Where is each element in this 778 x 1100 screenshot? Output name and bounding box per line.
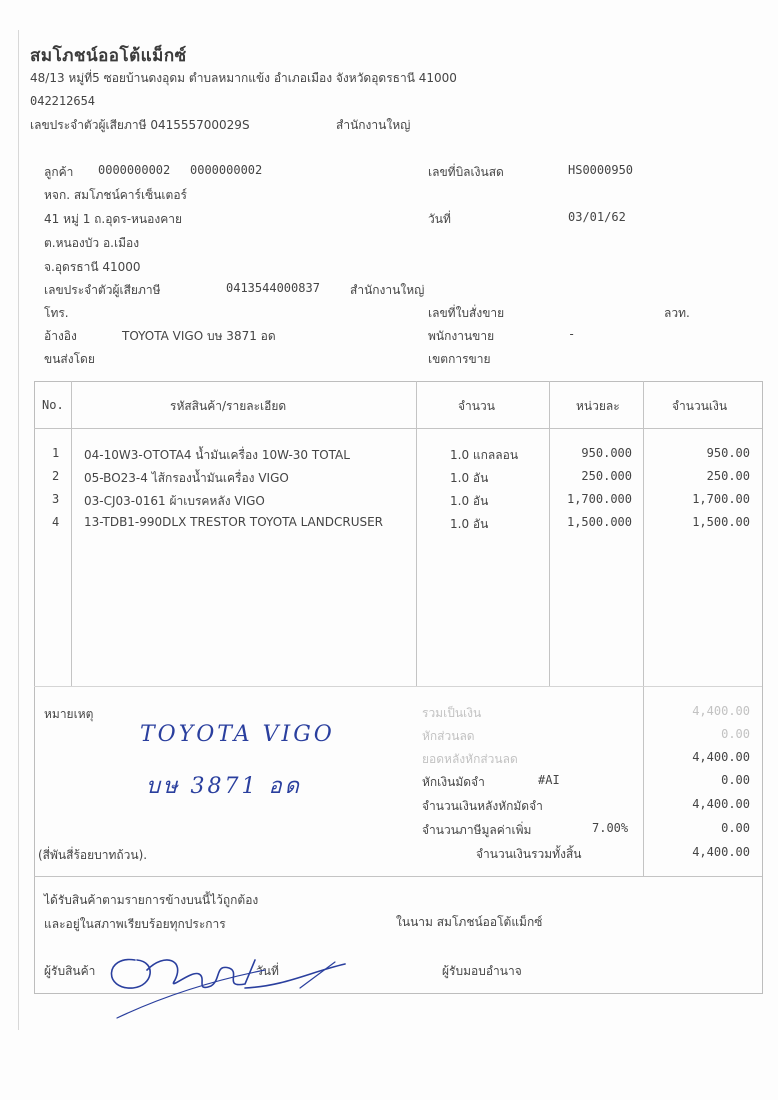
row-unit-price: 250.000: [581, 469, 632, 483]
on-behalf-of: ในนาม สมโภชน์ออโต้แม็กซ์: [396, 915, 543, 929]
header-quantity: จำนวน: [458, 399, 495, 413]
invoice-date: 03/01/62: [568, 210, 626, 224]
paper-edge: [18, 30, 19, 1030]
row-amount: 1,700.00: [692, 492, 750, 506]
receiver-signature: [95, 930, 365, 1025]
after-deposit-label: จำนวนเงินหลังหักมัดจำ: [422, 799, 543, 813]
deposit-code: #AI: [538, 773, 560, 787]
customer-code-2: 0000000002: [190, 163, 263, 177]
col-divider-qty: [549, 381, 550, 686]
row-quantity: 1.0 อัน: [450, 494, 489, 508]
row-no: 4: [52, 515, 60, 529]
receiver-date-label: วันที่: [256, 964, 279, 978]
company-address: 48/13 หมู่ที่5 ซอยบ้านดงอุดม ตำบลหมากแข้ง อำเภอเมือง จังหวัดอุดรธานี 41000: [30, 71, 457, 85]
row-amount: 250.00: [706, 469, 750, 483]
customer-branch: สำนักงานใหญ่: [350, 283, 425, 297]
deposit-value: 0.00: [721, 773, 750, 787]
handwritten-model: TOYOTA VIGO: [140, 722, 335, 747]
customer-address-2: ต.หนองบัว อ.เมือง: [44, 236, 140, 250]
total-label: รวมเป็นเงิน: [422, 706, 482, 720]
bill-no: HS0000950: [568, 163, 634, 177]
received-line-1: ได้รับสินค้าตามรายการข้างบนนี้ไว้ถูกต้อง: [44, 893, 259, 907]
vat-label: จำนวนภาษีมูลค่าเพิ่ม: [422, 823, 532, 837]
received-line-2: และอยู่ในสภาพเรียบร้อยทุกประการ: [44, 917, 226, 931]
customer-name: หจก. สมโภชน์คาร์เซ็นเตอร์: [44, 188, 187, 202]
salesperson-label: พนักงานขาย: [428, 329, 495, 343]
col-divider-no: [71, 381, 72, 686]
row-amount: 950.00: [706, 446, 750, 460]
row-description: 04-10W3-OTOTA4 น้ำมันเครื่อง 10W-30 TOTAL: [84, 448, 350, 462]
row-unit-price: 950.000: [581, 446, 632, 460]
amount-in-words: (สี่พันสี่ร้อยบาทถ้วน).: [38, 848, 148, 862]
row-description: 05-BO23-4 ไส้กรองน้ำมันเครื่อง VIGO: [84, 471, 289, 485]
reference-value: TOYOTA VIGO บษ 3871 อด: [122, 329, 276, 343]
company-name: สมโภชน์ออโต้แม็กซ์: [30, 46, 187, 66]
customer-address-1: 41 หมู่ 1 ถ.อุดร-หนองคาย: [44, 212, 182, 226]
after-discount-label: ยอดหลังหักส่วนลด: [422, 752, 518, 766]
discount-label: หักส่วนลด: [422, 729, 475, 743]
date-label: วันที่: [428, 212, 451, 226]
deposit-label: หักเงินมัดจำ: [422, 775, 485, 789]
customer-phone-label: โทร.: [44, 306, 69, 320]
sales-area-label: เขตการขาย: [428, 352, 491, 366]
shipping-label: ขนส่งโดย: [44, 352, 95, 366]
handwritten-plate: บษ 3871 อด: [146, 774, 302, 799]
row-description: 13-TDB1-990DLX TRESTOR TOYOTA LANDCRUSER: [84, 515, 384, 529]
customer-tax-label: เลขประจำตัวผู้เสียภาษี: [44, 283, 161, 297]
row-no: 3: [52, 492, 60, 506]
row-amount: 1,500.00: [692, 515, 750, 529]
header-unit-price: หน่วยละ: [576, 399, 620, 413]
discount-value: 0.00: [721, 727, 750, 741]
receiver-label: ผู้รับสินค้า: [44, 964, 96, 978]
grand-total-value: 4,400.00: [692, 845, 750, 859]
vat-rate: 7.00%: [592, 821, 629, 835]
col-divider-desc: [416, 381, 417, 686]
row-quantity: 1.0 แกลลอน: [450, 448, 519, 462]
header-no: No.: [42, 398, 64, 412]
header-amount: จำนวนเงิน: [672, 399, 728, 413]
salesperson-value: -: [568, 327, 576, 341]
after-deposit-value: 4,400.00: [692, 797, 750, 811]
authorized-label: ผู้รับมอบอำนาจ: [442, 964, 522, 978]
row-quantity: 1.0 อัน: [450, 517, 489, 531]
customer-address-3: จ.อุดรธานี 41000: [44, 260, 141, 274]
sales-order-value: ลวท.: [664, 306, 690, 320]
row-unit-price: 1,700.000: [566, 492, 632, 506]
row-no: 1: [52, 446, 60, 460]
total-value: 4,400.00: [692, 704, 750, 718]
remark-label: หมายเหตุ: [44, 707, 94, 721]
customer-code-1: 0000000002: [98, 163, 171, 177]
vat-value: 0.00: [721, 821, 750, 835]
sales-order-label: เลขที่ใบสั่งขาย: [428, 306, 505, 320]
customer-label: ลูกค้า: [44, 165, 74, 179]
row-unit-price: 1,500.000: [566, 515, 632, 529]
company-branch: สำนักงานใหญ่: [336, 118, 411, 132]
summary-rule: [34, 876, 762, 877]
table-header-rule: [34, 428, 762, 429]
grand-total-label: จำนวนเงินรวมทั้งสิ้น: [476, 847, 582, 861]
col-divider-unit: [643, 381, 644, 876]
customer-tax-id: 0413544000837: [226, 281, 320, 295]
reference-label: อ้างอิง: [44, 329, 77, 343]
bill-no-label: เลขที่บิลเงินสด: [428, 165, 504, 179]
company-phone: 042212654: [30, 94, 96, 108]
header-description: รหัสสินค้า/รายละเอียด: [170, 399, 287, 413]
row-quantity: 1.0 อัน: [450, 471, 489, 485]
row-no: 2: [52, 469, 60, 483]
company-tax-id: เลขประจำตัวผู้เสียภาษี 041555700029S: [30, 118, 250, 132]
row-description: 03-CJ03-0161 ผ้าเบรคหลัง VIGO: [84, 494, 265, 508]
table-body-rule: [34, 686, 762, 687]
after-discount-value: 4,400.00: [692, 750, 750, 764]
